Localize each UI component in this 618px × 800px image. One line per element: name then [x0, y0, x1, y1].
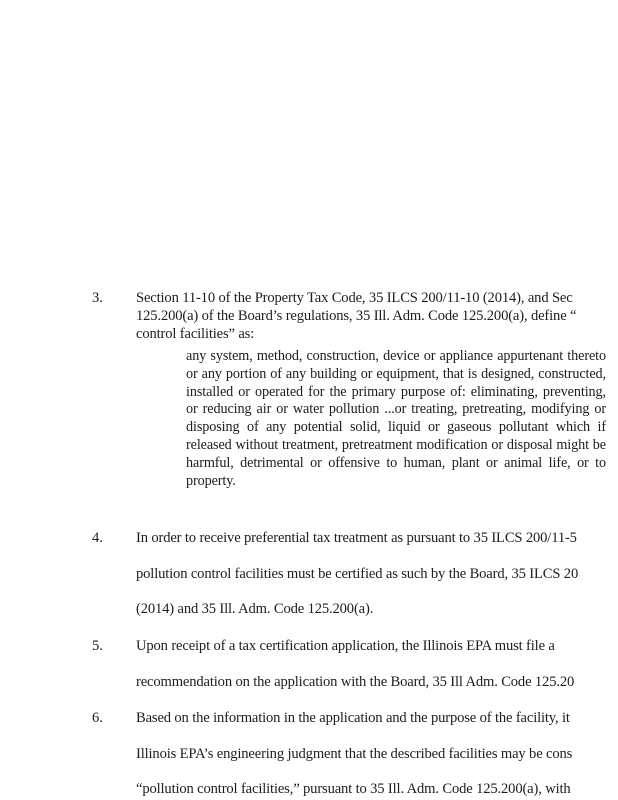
paragraph-number: 5.: [92, 638, 103, 654]
paragraph-line: “pollution control facilities,” pursuant to 35 Ill. Adm. Code 125.200(a), with: [136, 781, 571, 797]
paragraph-line: 125.200(a) of the Board’s regulations, 35 Ill. Adm. Code 125.200(a), define “: [136, 308, 577, 324]
paragraph-line: (2014) and 35 Ill. Adm. Code 125.200(a).: [136, 601, 374, 617]
paragraph-line: control facilities” as:: [136, 326, 255, 342]
paragraph-number: 6.: [92, 710, 103, 726]
paragraph-line: In order to receive preferential tax treatment as pursuant to 35 ILCS 200/11-5: [136, 530, 577, 546]
paragraph-number: 3.: [92, 290, 103, 306]
paragraph-line: Based on the information in the application and the purpose of the facility, it: [136, 710, 570, 726]
paragraph-line: recommendation on the application with the Board, 35 Ill Adm. Code 125.20: [136, 674, 575, 690]
paragraph-line: Illinois EPA’s engineering judgment that the described facilities may be cons: [136, 746, 573, 762]
paragraph-line: pollution control facilities must be certified as such by the Board, 35 ILCS 20: [136, 566, 579, 582]
block-quote: any system, method, construction, device or appliance appurtenant thereto or any portion of any building or equipment, that is designed, constructed, installed or operated for the primary purpose of: eliminating, preventing, or reducing air or water pollution ...or treating, pretreating, modifying or disposing of any potential solid, liquid or gaseous pollutant which if released without treatment, pretreatment modification or disposal might be harmful, detrimental or offensive to human, plant or animal life, or to property.: [186, 348, 606, 489]
paragraph-line: Upon receipt of a tax certification application, the Illinois EPA must file a: [136, 638, 555, 654]
paragraph-line: Section 11-10 of the Property Tax Code, 35 ILCS 200/11-10 (2014), and Sec: [136, 290, 573, 306]
paragraph-number: 4.: [92, 530, 103, 546]
